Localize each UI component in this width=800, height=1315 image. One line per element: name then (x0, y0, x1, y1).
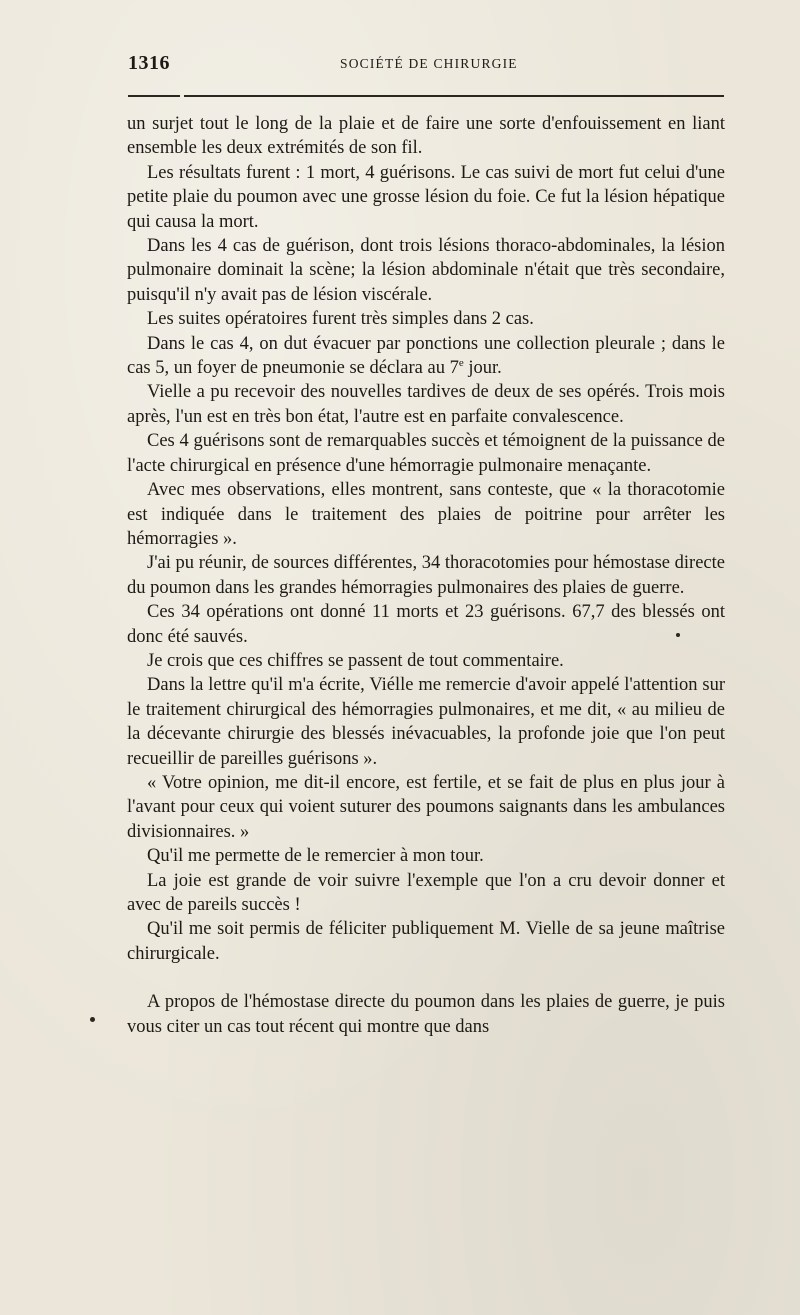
paragraph: Qu'il me soit permis de féliciter publiquement M. Vielle de sa jeune maîtrise chirurgicale. (127, 919, 725, 964)
paragraph: La joie est grande de voir suivre l'exemple que l'on a cru devoir donner et avec de pareils succès ! (127, 870, 725, 915)
paragraph-text: Dans le cas 4, on dut évacuer par ponctions une collection pleurale ; dans le cas 5, un foyer de pneumonie se déclara au (127, 333, 725, 379)
header-rule-short (128, 95, 180, 97)
paragraph: Dans les 4 cas de guérison, dont trois lésions thoraco-abdominales, la lésion pulmonaire dominait la scène; la lésion abdominale n'était que très secondaire, puisqu'il n'y avait pas de lésion viscérale. (127, 236, 725, 305)
paragraph: A propos de l'hémostase directe du poumon dans les plaies de guerre, je puis vous citer un cas tout récent qui montre que dans (127, 992, 725, 1037)
paragraph: Ces 34 opérations ont donné 11 morts et 23 guérisons. 67,7 des blessés ont donc été sauvés. (127, 602, 725, 647)
paragraph: Je crois que ces chiffres se passent de tout commentaire. (147, 650, 564, 671)
body-text (127, 112, 725, 1039)
paragraph: Ces 4 guérisons sont de remarquables succès et témoignent de la puissance de l'acte chirurgical en présence d'une hémorragie pulmonaire menaçante. (127, 431, 725, 476)
paragraph: Qu'il me permette de le remercier à mon tour. (147, 846, 484, 867)
paragraph: Les suites opératoires furent très simples dans 2 cas. (147, 309, 534, 330)
paragraph: Avec mes observations, elles montrent, sans conteste, que « la thoracotomie est indiquée dans le traitement des plaies de poitrine pour arrêter les hémorragies ». (127, 480, 725, 549)
ink-speck (676, 633, 680, 637)
paragraph: un surjet tout le long de la plaie et de faire une sorte d'enfouissement en liant ensemble les deux extrémités de son fil. (127, 114, 725, 159)
ink-speck (90, 1017, 95, 1022)
paragraph (127, 332, 725, 381)
paragraph: J'ai pu réunir, de sources différentes, 34 thoracotomies pour hémostase directe du poumon dans les grandes hémorragies pulmonaires des plaies de guerre. (127, 553, 725, 598)
page-number: 1316 (128, 52, 170, 74)
header-rule-long (184, 95, 724, 97)
ordinal-word: jour. (463, 358, 502, 379)
running-head (128, 52, 724, 82)
paragraph: Vielle a pu recevoir des nouvelles tardives de deux de ses opérés. Trois mois après, l'un est en très bon état, l'autre est en parfaite convalescence. (127, 382, 725, 427)
running-title: SOCIÉTÉ DE CHIRURGIE (340, 56, 518, 71)
paragraph: Dans la lettre qu'il m'a écrite, Viélle me remercie d'avoir appelé l'attention sur le traitement chirurgical des hémorragies pulmonaires, et me dit, « au milieu de la décevante chirurgie des blessés inévacuables, la profonde joie que l'on peut recueillir de pareilles guérisons ». (127, 675, 725, 769)
paragraph: Les résultats furent : 1 mort, 4 guérisons. Le cas suivi de mort fut celui d'une petite plaie du poumon avec une grosse lésion du foie. Ce fut la lésion hépatique qui causa la mort. (127, 162, 725, 232)
ordinal-number: 7 (449, 358, 459, 379)
ordinal-suffix: e (458, 356, 464, 369)
paragraph: « Votre opinion, me dit-il encore, est fertile, et se fait de plus en plus jour à l'avant pour ceux qui voient suturer des poumons saignants dans les ambulances divisionnaires. » (127, 772, 725, 842)
